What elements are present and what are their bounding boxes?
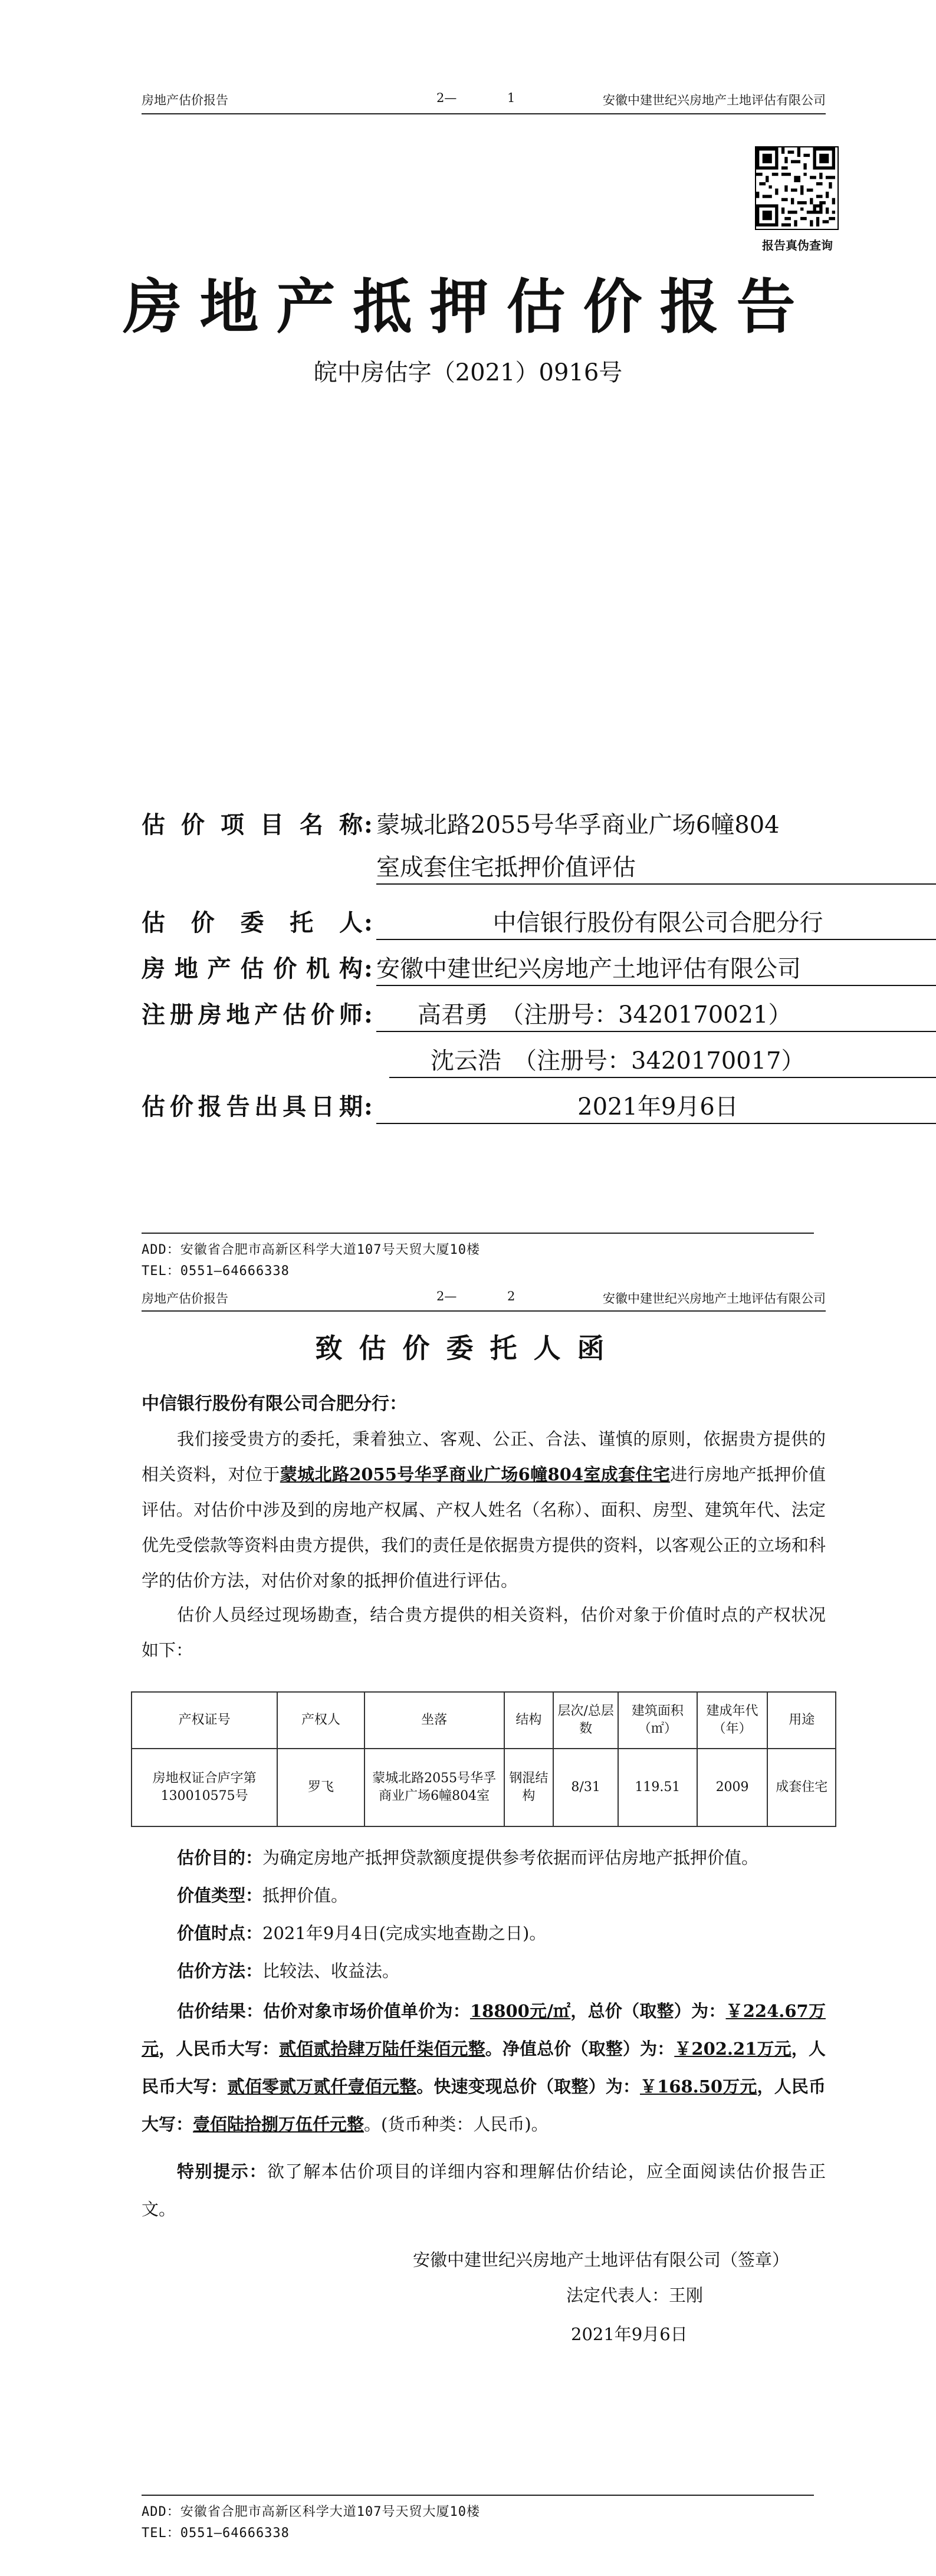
table-header-cell: 产权人 [277,1692,364,1749]
result-text: ，总价（取整）为： [570,2001,726,2021]
letter-paragraph-2 [142,1597,826,1668]
report-doc-number: 皖中房估字（2021）0916号 [313,359,623,386]
result-quick-unit: 万元 [722,2076,757,2097]
field-colon: : [364,955,373,983]
field-date [142,1086,936,1128]
field-project-line1: 蒙城北路2055号华孚商业广场6幢804 [376,811,780,839]
result-total-unit: 万元 [142,2001,826,2059]
table-header-cell: 建筑面积（㎡） [618,1692,697,1749]
notice-label: 特别提示： [177,2161,267,2181]
footer-rule [142,2495,814,2496]
footer-tel: TEL：0551—64666338 [142,1264,290,1279]
field-appraiser-2: 沈云浩 （注册号：3420170017） [389,1040,936,1078]
table-header-row [132,1692,836,1749]
table-header-cell: 建成年代（年） [697,1692,768,1749]
footer-tel: TEL：0551—64666338 [142,2526,290,2541]
para1-subject: 蒙城北路2055号华孚商业广场6幢804室成套住宅 [280,1464,671,1484]
footer-address: ADD：安徽省合肥市高新区科学大道107号天贸大厦10楼 [142,1243,480,1257]
field-client-value: 中信银行股份有限公司合肥分行 [376,902,936,940]
field-agency-label: 房地产估价机构 [142,955,363,983]
table-cell: 8/31 [553,1749,618,1826]
header-right: 安徽中建世纪兴房地产土地评估有限公司 [603,1292,826,1306]
table-cell: 蒙城北路2055号华孚商业广场6幢804室 [364,1749,504,1826]
field-colon: : [364,1001,373,1029]
footer-address: ADD：安徽省合肥市高新区科学大道107号天贸大厦10楼 [142,2505,480,2519]
result-text: ，人民币大写： [142,2039,826,2097]
field-colon: : [364,811,373,839]
result-text: ，人民币大写： [142,2076,826,2134]
header-page-num: 1 [507,91,515,105]
value-date-line [177,1914,826,1952]
field-client [142,902,936,944]
letter-title: 致估价委托人函 [315,1332,621,1364]
table-cell: 2009 [697,1749,768,1826]
field-agency-value: 安徽中建世纪兴房地产土地评估有限公司 [376,948,936,986]
result-currency: 。(货币种类：人民币)。 [364,2114,549,2134]
method-label: 估价方法： [177,1961,263,1981]
table-cell: 房地权证合庐字第130010575号 [132,1749,277,1826]
notice-value: 欲了解本估价项目的详细内容和理解估价结论，应全面阅读估价报告正文。 [142,2161,826,2219]
header-left: 房地产估价报告 [142,1292,228,1306]
table-header-cell: 用途 [767,1692,836,1749]
property-table [131,1691,836,1827]
table-header-cell: 产权证号 [132,1692,277,1749]
signer-representative: 法定代表人：王刚 [566,2285,704,2305]
result-text: 估价对象市场价值单价为： [263,2001,470,2021]
page1-footer [142,1240,480,1282]
result-text: 。净值总价（取整）为： [485,2039,675,2059]
result-paragraph [142,1992,826,2143]
field-project [142,804,936,846]
qr-code-icon [756,147,835,226]
result-net-unit: 万元 [757,2039,792,2059]
result-net: ￥202.21 [674,2039,757,2059]
value-type-line [177,1877,826,1914]
table-cell: 钢混结构 [504,1749,554,1826]
notice-paragraph [142,2153,826,2228]
header-rule [142,1310,826,1312]
purpose-line [177,1839,826,1877]
table-header-cell: 坐落 [364,1692,504,1749]
signer-company: 安徽中建世纪兴房地产土地评估有限公司（签章） [413,2250,790,2270]
qr-caption: 报告真伪查询 [762,238,833,252]
table-header-cell: 层次/总层数 [553,1692,618,1749]
field-colon: : [364,1093,373,1121]
para1-text-a: 我们接受贵方的委托，秉着独立、客观、公正、合法、谨慎的原则，依据贵方提供的相关资料，对位于 [142,1429,826,1484]
letter-addressee: 中信银行股份有限公司合肥分行： [142,1394,407,1414]
page2-header [142,1286,826,1313]
value-type-label: 价值类型： [177,1885,263,1905]
footer-rule [142,1233,814,1234]
field-project-label: 估价项目名称 [142,811,363,839]
signer-date: 2021年9月6日 [571,2324,688,2344]
header-page-prefix: 2— [436,91,457,105]
result-total: ￥224.67 [725,2001,809,2021]
value-type-value: 抵押价值。 [262,1885,349,1905]
header-rule [142,113,826,114]
field-appraiser-1: 高君勇 （注册号：3420170021） [376,994,936,1032]
header-page-num: 2 [507,1289,515,1303]
result-net-cn: 贰佰零贰万贰仟壹佰元整 [227,2076,417,2097]
table-cell: 119.51 [618,1749,697,1826]
para2-text: 估价人员经过现场勘查，结合贵方提供的相关资料，估价对象于价值时点的产权状况如下： [142,1605,826,1660]
para1-text-c: 进行房地产抵押价值评估。对估价中涉及到的房地产权属、产权人姓名（名称）、面积、房型、建筑年代、法定优先受偿款等资料由贵方提供，我们的责任是依据贵方提供的资料，以客观公正的立场和科学的估价方法，对估价对象的抵押价值进行评估。 [142,1464,826,1591]
field-appraiser-label: 注册房地产估价师 [142,1001,363,1029]
result-total-cn: 贰佰贰拾肆万陆仟柒佰元整 [279,2039,485,2059]
purpose-value: 为确定房地产抵押贷款额度提供参考依据而评估房地产抵押价值。 [262,1848,759,1868]
result-quick: ￥168.50 [639,2076,723,2097]
field-appraiser [142,994,936,1036]
result-label: 估价结果： [177,2001,264,2021]
value-date-label: 价值时点： [177,1923,263,1943]
field-client-label: 估价委托人 [142,909,363,937]
field-date-label: 估价报告出具日期 [142,1093,363,1121]
result-unit-price: 18800元/㎡ [469,2001,571,2021]
purpose-label: 估价目的： [177,1848,263,1868]
header-right: 安徽中建世纪兴房地产土地评估有限公司 [603,93,826,107]
result-text: 。快速变现总价（取整）为： [416,2076,640,2097]
field-appraiser-cont [142,1040,936,1082]
table-cell: 成套住宅 [767,1749,836,1826]
table-header-cell: 结构 [504,1692,554,1749]
result-quick-cn: 壹佰陆拾捌万伍仟元整 [193,2114,364,2134]
page1-header [142,87,826,114]
header-page-prefix: 2— [436,1289,457,1303]
result-text: ，人民币大写： [159,2039,280,2059]
report-title: 房地产抵押估价报告 [123,272,813,341]
field-date-value: 2021年9月6日 [376,1086,936,1124]
field-agency [142,948,936,990]
header-left: 房地产估价报告 [142,93,228,107]
letter-paragraph-1 [142,1421,826,1598]
page2-footer [142,2502,480,2544]
method-line [177,1952,826,1990]
method-value: 比较法、收益法。 [262,1961,400,1981]
field-project-line2: 室成套住宅抵押价值评估 [376,847,936,885]
table-cell: 罗飞 [277,1749,364,1826]
value-date-value: 2021年9月4日(完成实地查勘之日)。 [262,1923,547,1943]
field-colon: : [364,909,373,937]
table-row [132,1749,836,1826]
field-project-cont [142,847,936,888]
qr-code[interactable] [755,146,839,230]
